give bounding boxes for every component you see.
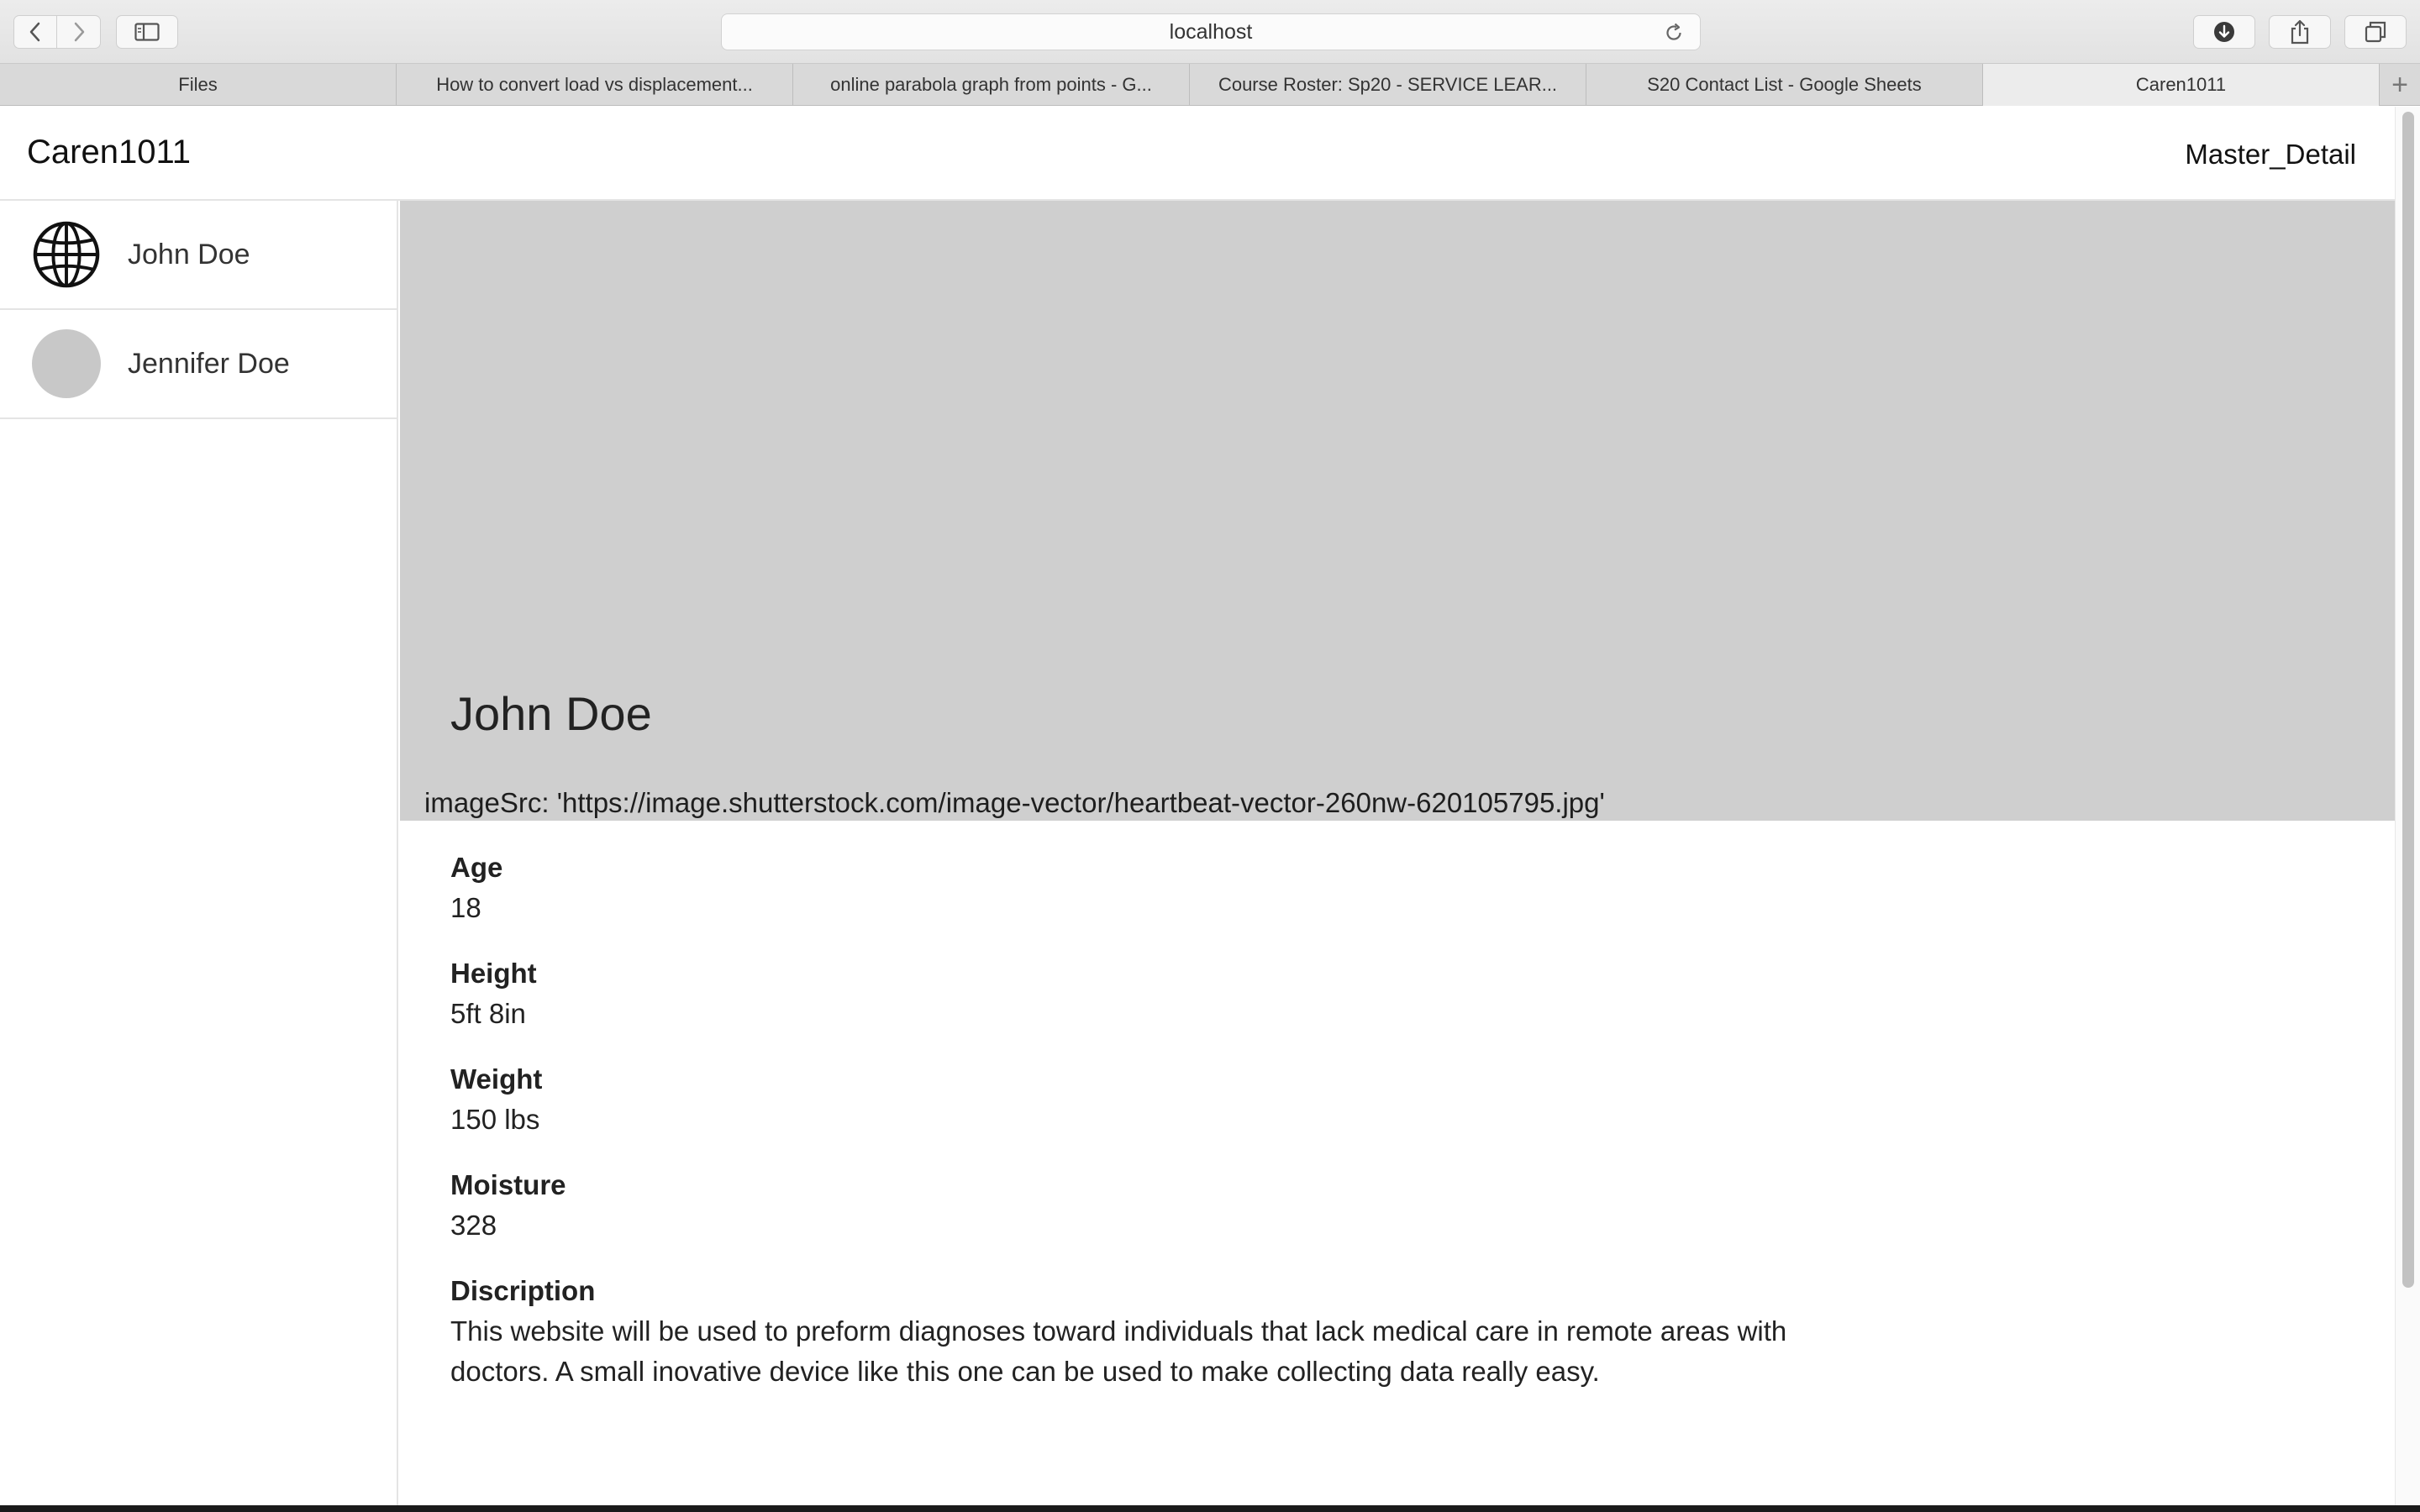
tabs-overview-button[interactable]: [2344, 15, 2407, 49]
tab-label: S20 Contact List - Google Sheets: [1647, 74, 1922, 95]
chevron-left-icon: [27, 21, 44, 43]
tab-label: Course Roster: Sp20 - SERVICE LEAR...: [1218, 74, 1558, 95]
list-item-name: Jennifer Doe: [128, 347, 290, 380]
page-scrollbar[interactable]: [2395, 107, 2420, 1512]
field-height: [450, 953, 1812, 1034]
tab-label: Caren1011: [2135, 74, 2227, 95]
detail-pane: [400, 201, 2395, 1512]
tab-label: online parabola graph from points - G...: [830, 74, 1152, 95]
share-button[interactable]: [2269, 15, 2331, 49]
field-moisture: [450, 1165, 1812, 1246]
window-bottom-edge: [0, 1505, 2420, 1512]
tab-contact-list[interactable]: [1586, 64, 1983, 106]
scrollbar-thumb[interactable]: [2402, 112, 2414, 1288]
tab-label: How to convert load vs displacement...: [436, 74, 753, 95]
browser-toolbar: [0, 0, 2420, 64]
forward-button[interactable]: [57, 15, 101, 49]
tabs-icon: [2364, 20, 2387, 44]
field-description: [450, 1271, 1812, 1392]
reload-icon[interactable]: [1663, 22, 1685, 44]
plus-icon: +: [2391, 68, 2408, 101]
field-value: This website will be used to preform diagnoses toward individuals that lack medical care in remote areas with doctors. A small inovative device like this one can be used to make collecting data really easy.: [450, 1315, 1787, 1387]
master-detail-link[interactable]: Master_Detail: [2185, 139, 2356, 170]
avatar: [32, 329, 101, 398]
detail-title: John Doe: [450, 687, 652, 740]
tab-course-roster[interactable]: [1190, 64, 1586, 106]
back-button[interactable]: [13, 15, 57, 49]
sidebar-toggle-button[interactable]: [116, 15, 178, 49]
downloads-button[interactable]: [2193, 15, 2255, 49]
download-icon: [2212, 20, 2236, 44]
avatar: [32, 220, 101, 289]
field-value: 328: [450, 1210, 497, 1241]
field-label: Age: [450, 852, 503, 883]
field-weight: [450, 1059, 1812, 1140]
image-src-text: imageSrc: 'https://image.shutterstock.com/image-vector/heartbeat-vector-260nw-620105795.jpg': [424, 787, 1605, 818]
url-text: localhost: [1169, 19, 1253, 44]
tab-parabola-graph[interactable]: [793, 64, 1190, 106]
field-label: Moisture: [450, 1169, 566, 1200]
globe-icon: [32, 219, 101, 290]
tab-bar: [0, 64, 2420, 106]
field-value: 150 lbs: [450, 1104, 540, 1135]
chevron-right-icon: [71, 21, 87, 43]
new-tab-button[interactable]: [2380, 64, 2420, 106]
history-nav: [13, 15, 101, 49]
list-item-jennifer-doe[interactable]: [0, 310, 397, 419]
field-label: Height: [450, 958, 537, 989]
app-header: [0, 107, 2395, 201]
tab-caren1011[interactable]: [1983, 64, 2380, 106]
tab-load-displacement[interactable]: [397, 64, 793, 106]
sidebar-icon: [134, 23, 160, 41]
field-age: [450, 848, 1812, 928]
brand-link[interactable]: Caren1011: [27, 134, 191, 171]
detail-hero: [400, 201, 2395, 821]
field-label: Weight: [450, 1063, 543, 1095]
detail-fields: [450, 848, 1812, 1417]
address-bar[interactable]: [721, 13, 1701, 50]
field-value: 5ft 8in: [450, 998, 526, 1029]
tab-label: Files: [178, 74, 218, 95]
share-icon: [2289, 19, 2311, 45]
list-item-name: John Doe: [128, 238, 250, 270]
tab-files[interactable]: [0, 64, 397, 106]
field-label: Discription: [450, 1275, 596, 1306]
master-list: [0, 201, 398, 1512]
list-item-john-doe[interactable]: [0, 201, 397, 310]
field-value: 18: [450, 892, 481, 923]
